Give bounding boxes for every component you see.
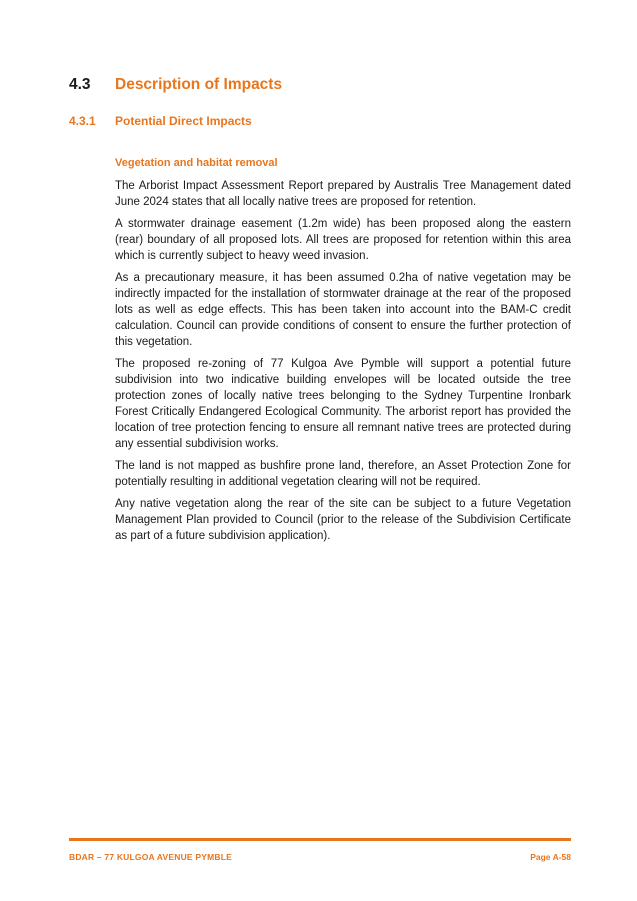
subheading: Vegetation and habitat removal: [115, 157, 278, 169]
paragraph: Any native vegetation along the rear of the site can be subject to a future Vegetation Management Plan provided to Council (prior to the release of the Subdivision Certificate as part of a future subdivision application).: [115, 498, 571, 542]
paragraph: As a precautionary measure, it has been assumed 0.2ha of native vegetation may be indirectly impacted for the installation of stormwater drainage at the rear of the proposed lots as well as edge effects. This has been taken into account into the BAM-C credit calculation. Council can provide conditions of consent to ensure the further protection of this vegetation.: [115, 272, 571, 348]
subsection-number: 4.3.1: [69, 114, 96, 128]
footer-divider: [69, 838, 571, 841]
paragraph: The proposed re-zoning of 77 Kulgoa Ave Pymble will support a potential future subdivision into two indicative building envelopes will be located outside the tree protection zones of locally native trees belonging to the Sydney Turpentine Ironbark Forest Critically Endangered Ecological Community. The arborist report has provided the location of tree protection fencing to ensure all remnant native trees are protected during any essential subdivision works.: [115, 358, 571, 450]
subsection-heading: [69, 113, 252, 129]
section-number: 4.3: [69, 76, 91, 93]
section-title: Description of Impacts: [115, 76, 283, 93]
footer-page-number: Page A-58: [530, 852, 571, 862]
subsection-title: Potential Direct Impacts: [115, 114, 252, 128]
paragraph: The land is not mapped as bushfire prone land, therefore, an Asset Protection Zone for potentially resulting in additional vegetation clearing will not be required.: [115, 460, 571, 488]
paragraph: The Arborist Impact Assessment Report prepared by Australis Tree Management dated June 2024 states that all locally native trees are proposed for retention.: [115, 180, 571, 208]
body-text: [115, 178, 571, 550]
footer-document-title: BDAR – 77 KULGOA AVENUE PYMBLE: [69, 852, 232, 862]
section-heading: [69, 75, 282, 95]
paragraph: A stormwater drainage easement (1.2m wide) has been proposed along the eastern (rear) boundary of all proposed lots. All trees are proposed for retention within this area which is currently subject to heavy weed invasion.: [115, 218, 571, 262]
